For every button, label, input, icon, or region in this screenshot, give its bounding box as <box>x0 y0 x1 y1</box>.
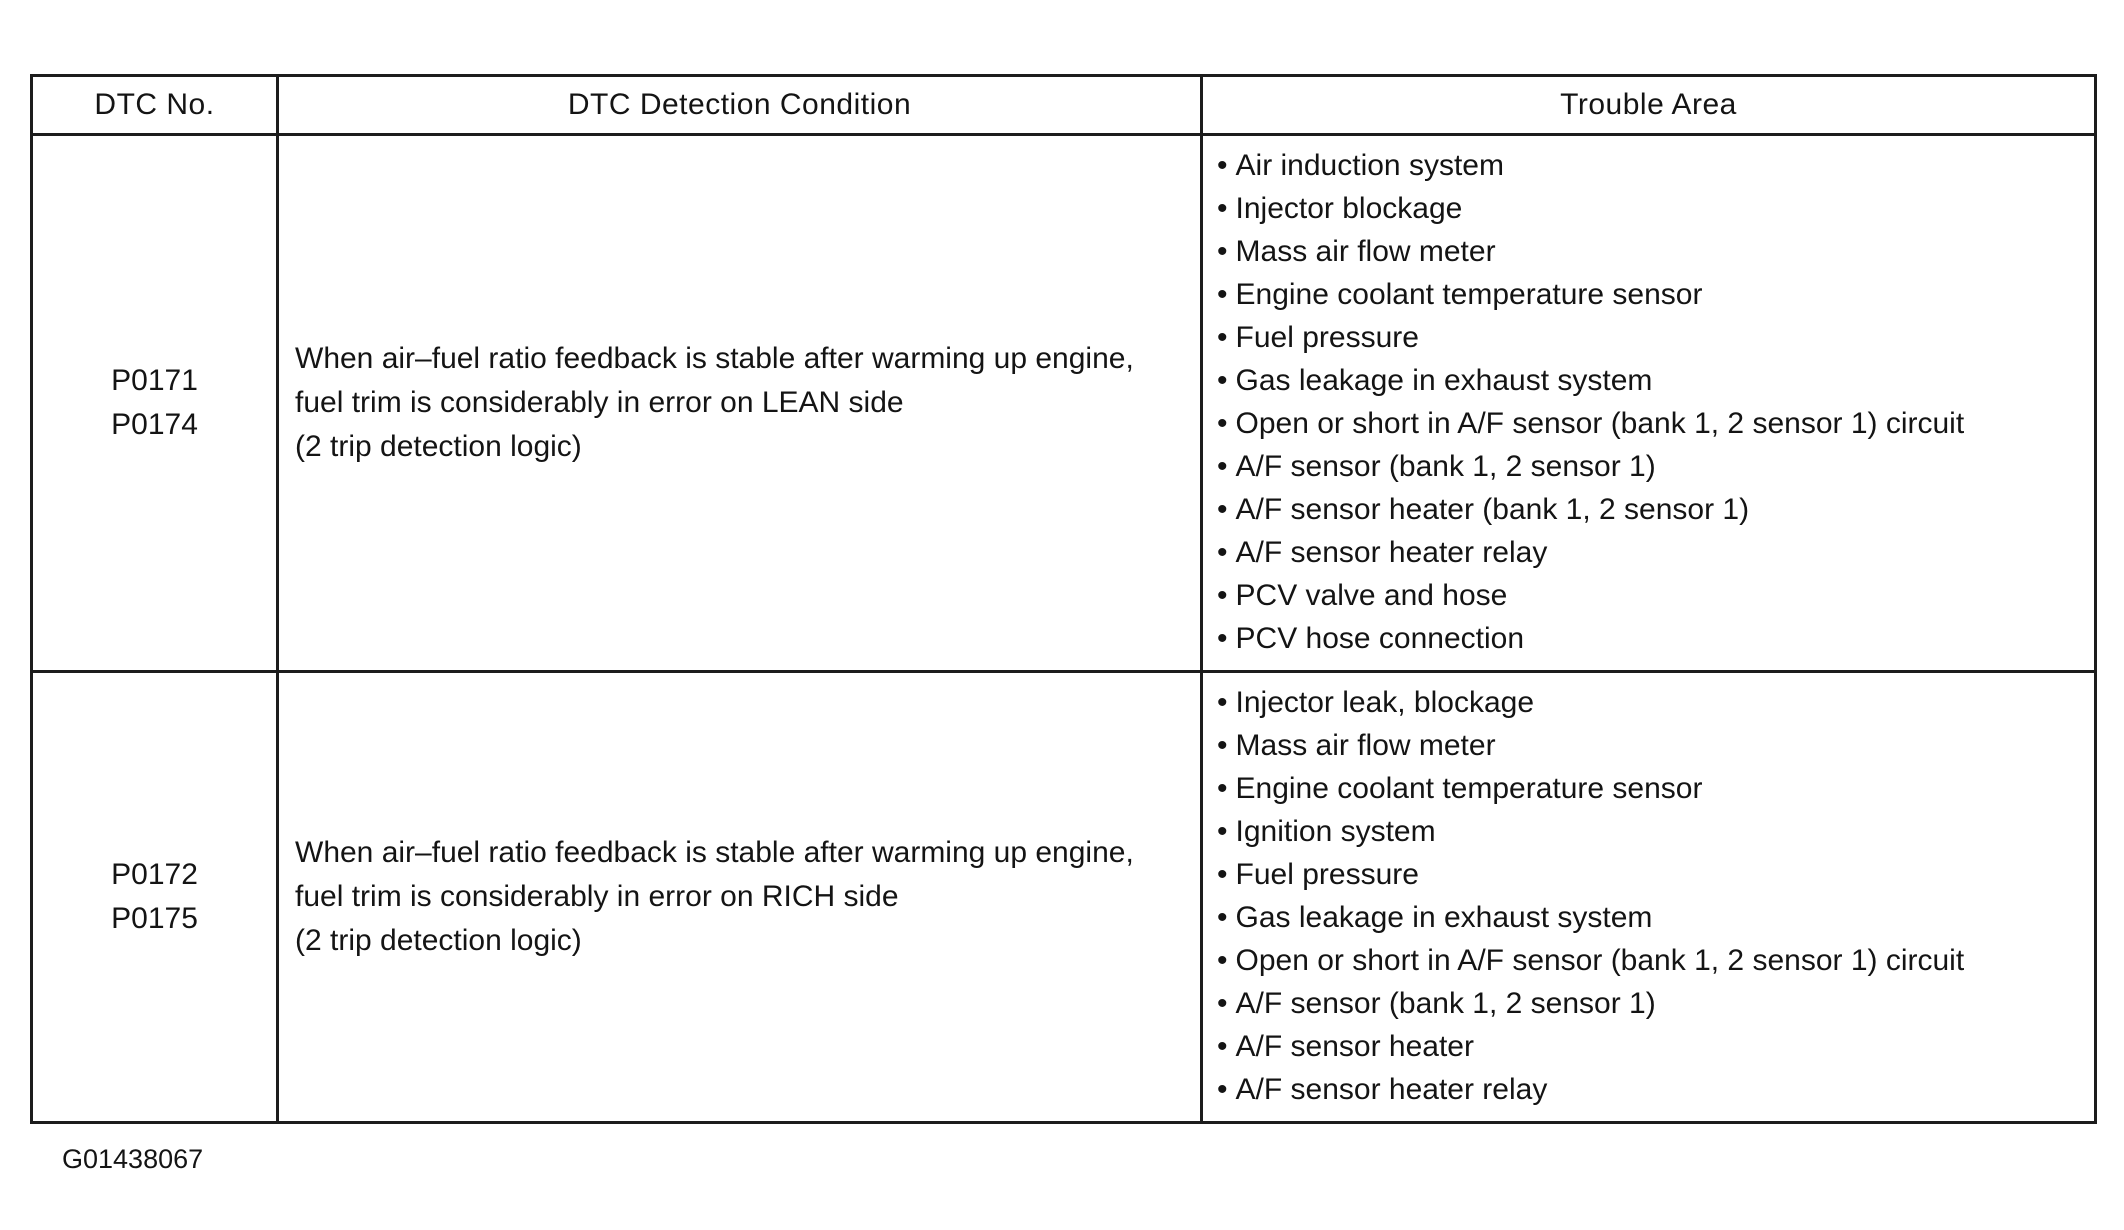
dtc-code: P0172 <box>111 858 198 891</box>
trouble-area-item: • Mass air flow meter <box>1217 230 2080 273</box>
detection-condition-cell <box>278 672 1202 1123</box>
dtc-code: P0171 <box>111 364 198 397</box>
trouble-area-item: • A/F sensor (bank 1, 2 sensor 1) <box>1217 982 2080 1025</box>
trouble-area-item: • Injector leak, blockage <box>1217 681 2080 724</box>
column-header-trouble-area: Trouble Area <box>1202 76 2096 135</box>
trouble-area-item: • PCV valve and hose <box>1217 574 2080 617</box>
trouble-area-item: • PCV hose connection <box>1217 617 2080 660</box>
detection-condition-note: (2 trip detection logic) <box>295 924 582 957</box>
trouble-area-item: • Engine coolant temperature sensor <box>1217 767 2080 810</box>
trouble-area-item: • Fuel pressure <box>1217 853 2080 896</box>
trouble-area-item: • Injector blockage <box>1217 187 2080 230</box>
dtc-code: P0174 <box>111 408 198 441</box>
trouble-area-item: • A/F sensor heater <box>1217 1025 2080 1068</box>
table-row-p0172-p0175 <box>32 672 2096 1123</box>
dtc-no-cell <box>32 672 278 1123</box>
trouble-area-item: • Open or short in A/F sensor (bank 1, 2 sensor 1) circuit <box>1217 402 2080 445</box>
trouble-area-item: • A/F sensor heater (bank 1, 2 sensor 1) <box>1217 488 2080 531</box>
trouble-area-item: • Fuel pressure <box>1217 316 2080 359</box>
trouble-area-item: • A/F sensor heater relay <box>1217 531 2080 574</box>
trouble-area-item: • A/F sensor heater relay <box>1217 1068 2080 1111</box>
trouble-area-list <box>1217 681 2080 1111</box>
detection-condition-text: When air–fuel ratio feedback is stable after warming up engine, fuel trim is considerably in error on LEAN side <box>295 342 1134 419</box>
dtc-code: P0175 <box>111 902 198 935</box>
trouble-area-item: • Mass air flow meter <box>1217 724 2080 767</box>
trouble-area-list <box>1217 144 2080 660</box>
trouble-area-item: • Gas leakage in exhaust system <box>1217 896 2080 939</box>
figure-id: G01438067 <box>62 1144 204 1174</box>
column-header-detection-condition: DTC Detection Condition <box>278 76 1202 135</box>
detection-condition-cell <box>278 135 1202 672</box>
column-header-dtc-no: DTC No. <box>32 76 278 135</box>
table-header-row <box>32 76 2096 135</box>
trouble-area-item: • Ignition system <box>1217 810 2080 853</box>
trouble-area-item: • Engine coolant temperature sensor <box>1217 273 2080 316</box>
trouble-area-item: • Gas leakage in exhaust system <box>1217 359 2080 402</box>
trouble-area-item: • Air induction system <box>1217 144 2080 187</box>
detection-condition-note: (2 trip detection logic) <box>295 430 582 463</box>
trouble-area-cell <box>1202 135 2096 672</box>
trouble-area-item: • Open or short in A/F sensor (bank 1, 2 sensor 1) circuit <box>1217 939 2080 982</box>
dtc-no-cell <box>32 135 278 672</box>
table-row-p0171-p0174 <box>32 135 2096 672</box>
trouble-area-cell <box>1202 672 2096 1123</box>
trouble-area-item: • A/F sensor (bank 1, 2 sensor 1) <box>1217 445 2080 488</box>
dtc-table <box>30 74 2097 1124</box>
detection-condition-text: When air–fuel ratio feedback is stable after warming up engine, fuel trim is considerably in error on RICH side <box>295 836 1134 913</box>
